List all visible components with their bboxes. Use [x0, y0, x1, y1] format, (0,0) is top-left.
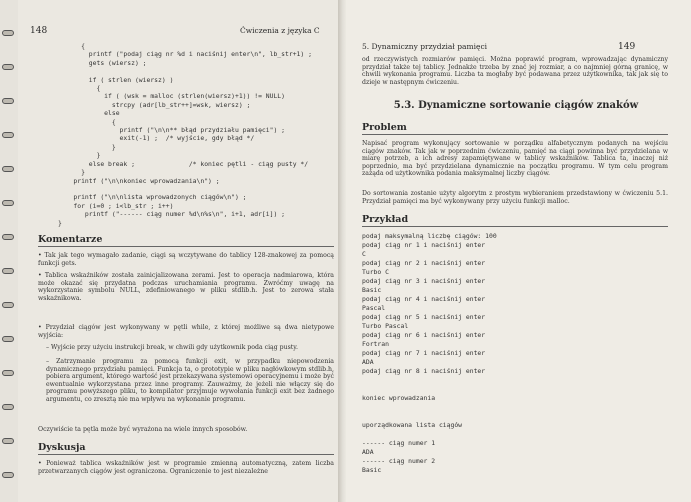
left-page [18, 0, 338, 502]
problem-heading: Problem [362, 122, 407, 133]
code-line: } [58, 151, 101, 160]
example-line: ADA [362, 358, 374, 366]
code-line: else break ; /* koniec pętli - ciąg pusty */ [58, 159, 309, 168]
code-line: strcpy (adr[lb_str++]=wsk, wiersz) ; [58, 100, 251, 109]
binder-ring [2, 200, 14, 206]
comment-item: – Wyjście przy użyciu instrukcji break, w chwili gdy użytkownik poda ciąg pusty. [46, 344, 298, 351]
code-line: { [58, 84, 101, 93]
example-line: Turbo C [362, 268, 389, 276]
code-line: else [58, 109, 120, 118]
example-rule [362, 226, 668, 227]
code-line: gets (wiersz) ; [58, 58, 147, 67]
code-line: for (i=0 ; i<lb_str ; i++) [58, 201, 174, 210]
code-line: } [58, 142, 116, 151]
example-line: podaj ciąg nr 6 i naciśnij enter [362, 331, 486, 339]
page-gutter [338, 0, 346, 502]
example-line: koniec wprowadzania [362, 394, 436, 402]
example-line: Pascal [362, 304, 386, 312]
right-page [346, 0, 691, 502]
binder-ring [2, 64, 14, 70]
left-running-head: Ćwiczenia z języka C [240, 26, 320, 35]
code-line: if ( (wsk = malloc (strlen(wiersz)+1)) != NULL) [58, 92, 286, 101]
discussion-heading: Dyskusja [38, 442, 86, 453]
binder-ring [2, 472, 14, 478]
example-line: podaj ciąg nr 3 i naciśnij enter [362, 277, 486, 285]
binder-ring [2, 302, 14, 308]
code-line: printf ("------ ciąg numer %d\n%s\n", i+1, adr[i]) ; [58, 210, 286, 219]
comment-item: • Tak jak tego wymagało zadanie, ciągi są wczytywane do tablicy 128-znakowej za pomocą funkcji gets. [38, 252, 334, 267]
code-line: } [58, 168, 85, 177]
example-line: ------ ciąg numer 1 [362, 439, 436, 447]
code-line: if ( strlen (wiersz) ) [58, 75, 174, 84]
code-line: printf ("podaj ciąg nr %d i naciśnij enter\n", lb_str+1) ; [58, 50, 312, 59]
binder-ring [2, 234, 14, 240]
comment-item: • Przydział ciągów jest wykonywany w pętli while, z której możliwe są dwa nietypowe wyjścia: [38, 324, 334, 339]
example-heading: Przykład [362, 214, 409, 225]
example-line: podaj ciąg nr 5 i naciśnij enter [362, 313, 486, 321]
comment-item: – Zatrzymanie programu za pomocą funkcji exit, w przypadku niepowodzenia dynamicznego przydziału pamięci. Funkcja ta, o prototypie w pliku nagłówkowym stdlib.h, pobiera argument, którego wartość jest przekazywana systemowi operacyjnemu i może być ewentualnie wykorzystana przez inne programy. Zauważmy, że jeżeli nie włączy się do programu powyższego pliku, to kompilator przyjmuje wywołania funkcji exit bez żadnego argumentu, co zresztą nie ma wpływu na wykonanie programu. [46, 358, 334, 403]
code-line: } [58, 218, 62, 227]
example-output [362, 232, 497, 475]
example-line: podaj ciąg nr 8 i naciśnij enter [362, 367, 486, 375]
binder-ring [2, 132, 14, 138]
code-line: printf ("\n\nlista wprowadzonych ciągów\n") ; [58, 193, 247, 202]
code-line: printf ("\n\nkoniec wprowadzania\n") ; [58, 176, 220, 185]
problem-paragraph-2: Do sortowania zostanie użyty algorytm z prostym wybieraniem przedstawiony w ćwiczeniu 5.1. Przydział pamięci ma być wykonywany przy użyciu funkcji malloc. [362, 190, 668, 205]
binder-ring [2, 404, 14, 410]
problem-paragraph-1: Napisać program wykonujący sortowanie w porządku alfabetycznym podanych na wejściu ciągów znaków. Tak jak w poprzednim ćwiczeniu, pamięć na ciągi powinna być przydzielana w miarę potrzeb, a ich adresy zapamiętywane w tablicy wskaźników. Tablica ta, inaczej niż poprzednio, ma być przydzielana dynamicznie na początku programu. W tym celu program zażąda od użytkownika podania maksymalnej liczby ciągów. [362, 140, 668, 178]
code-line: { [58, 42, 85, 50]
example-line: podaj ciąg nr 7 i naciśnij enter [362, 349, 486, 357]
binder-ring [2, 268, 14, 274]
example-line: podaj ciąg nr 2 i naciśnij enter [362, 259, 486, 267]
example-line: uporządkowana lista ciągów [362, 421, 463, 429]
example-line: Basic [362, 466, 382, 474]
example-line: podaj ciąg nr 4 i naciśnij enter [362, 295, 486, 303]
example-line: Turbo Pascal [362, 322, 409, 330]
discussion-rule [38, 454, 334, 455]
example-line: Fortran [362, 340, 389, 348]
example-line: ------ ciąg numer 2 [362, 457, 436, 465]
example-line: C [362, 250, 366, 258]
binder-ring [2, 438, 14, 444]
binder-rings [0, 0, 18, 502]
example-line: Basic [362, 286, 382, 294]
code-listing [58, 42, 312, 227]
binder-ring [2, 166, 14, 172]
right-page-number: 149 [618, 42, 636, 52]
comments-heading: Komentarze [38, 234, 103, 245]
discussion-paragraph: • Ponieważ tablica wskaźników jest w programie zmienną automatyczną, zatem liczba przetwarzanych ciągów jest ograniczona. Ograniczenie to jest niezależne [38, 460, 334, 475]
example-line: podaj ciąg nr 1 i naciśnij enter [362, 241, 486, 249]
code-line: printf ("\n\n** błąd przydziału pamięci") ; [58, 126, 286, 135]
intro-paragraph: od rzeczywistych rozmiarów pamięci. Można poprawić program, wprowadzając dynamiczny przydział także tej tablicy. Jednakże trzeba by znać jej rozmiar, a co najmniej górną granicę, w chwili wykonania programu. Liczba ta mogłaby być podawana przez użytkownika, tak jak się to dzieje w następnym ćwiczeniu. [362, 56, 668, 86]
example-line: podaj maksymalną liczbę ciągów: 100 [362, 232, 497, 240]
binder-ring [2, 336, 14, 342]
comment-item: • Tablica wskaźników została zainicjalizowana zerami. Jest to operacja nadmiarowa, która może okazać się przydatna podczas uruchamiania programu. Zwróćmy uwagę na wykorzystanie symbolu NULL, zdefiniowanego w pliku stdlib.h. Jest to zerowa stała wskaźnikowa. [38, 272, 334, 302]
comments-rule [38, 246, 334, 247]
comment-item: Oczywiście ta pętla może być wyrażona na wiele innych sposobów. [38, 426, 248, 433]
binder-ring [2, 98, 14, 104]
binder-ring [2, 30, 14, 36]
code-line: { [58, 117, 116, 126]
right-running-head: 5. Dynamiczny przydział pamięci [362, 42, 488, 51]
problem-rule [362, 134, 668, 135]
left-page-number: 148 [30, 26, 48, 36]
code-line: exit(-1) ; /* wyjście, gdy błąd */ [58, 134, 255, 143]
example-line: ADA [362, 448, 374, 456]
section-title: 5.3. Dynamiczne sortowanie ciągów znaków [393, 100, 639, 111]
binder-ring [2, 370, 14, 376]
